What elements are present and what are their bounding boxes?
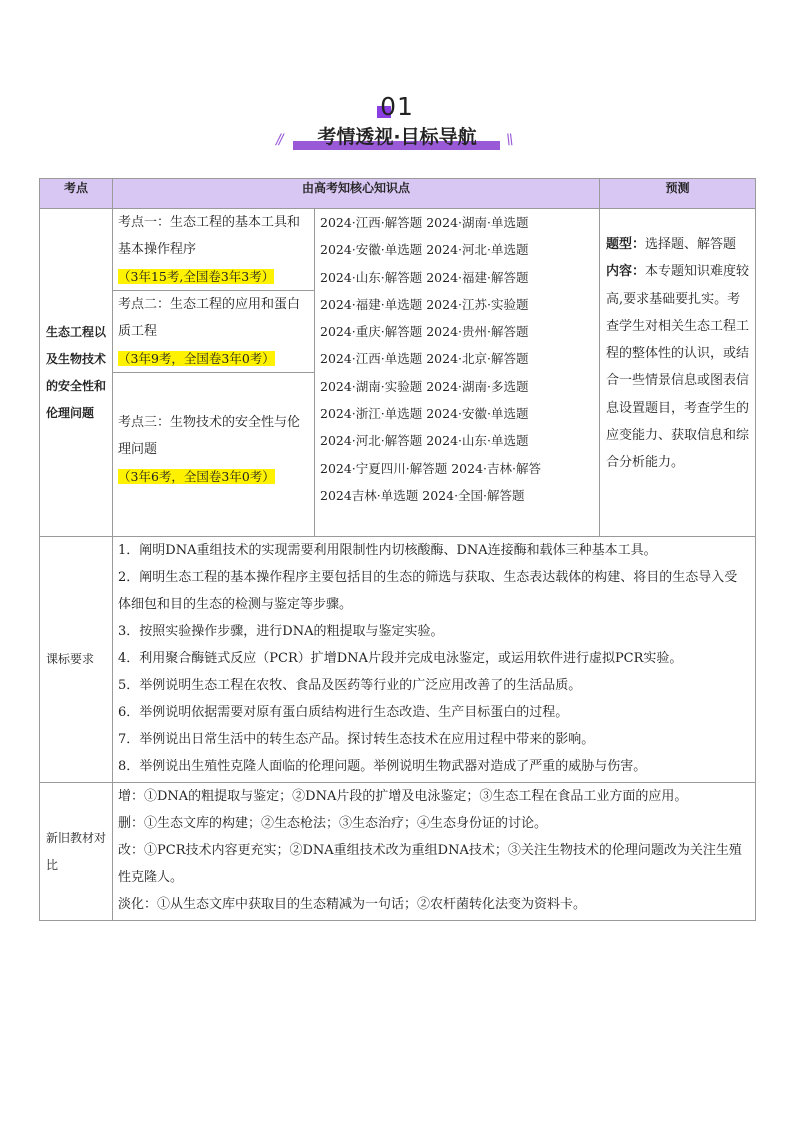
exam-line: 2024·宁夏四川·解答题 2024·吉林·解答 xyxy=(320,460,541,476)
curriculum-requirements xyxy=(113,537,756,783)
left-slash-decoration: // xyxy=(276,132,282,148)
kaodian-stats: （3年6考，全国卷3年0考） xyxy=(118,469,275,484)
comparison-item: 删：①生态文库的构建；②生态枪法；③生态治疗；④生态身份证的讨论。 xyxy=(118,816,548,831)
exam-line: 2024·江西·单选题 2024·北京·解答题 xyxy=(320,351,529,367)
row-label-curriculum xyxy=(40,537,113,783)
kaodian-item xyxy=(113,373,314,536)
section-number-wrap xyxy=(0,92,794,122)
table-row-kaodian xyxy=(40,209,756,537)
prediction-cell xyxy=(600,209,756,537)
prediction-content-label: 内容： xyxy=(606,264,646,280)
comparison-item: 淡化：①从生态文库中获取目的生态精减为一句话；②农杆菌转化法变为资料卡。 xyxy=(118,897,587,912)
prediction-type-value: 选择题、解答题 xyxy=(645,237,737,252)
kaodian-stats: （3年9考，全国卷3年0考） xyxy=(118,351,275,366)
row-label-comparison xyxy=(40,783,113,921)
requirement-item: 1．阐明DNA重组技术的实现需要利用限制性内切核酸酶、DNA连接酶和载体三种基本工具。 xyxy=(118,543,657,558)
exam-line: 2024·江西·解答题 2024·湖南·单选题 xyxy=(320,215,529,230)
row-label-text: 新旧教材对比 xyxy=(46,830,107,872)
kaodian-title: 考点二：生态工程的应用和蛋白质工程 xyxy=(118,297,301,339)
exam-line: 2024·浙江·单选题 2024·安徽·单选题 xyxy=(320,406,529,422)
row-label-topic xyxy=(40,209,113,537)
requirement-item: 5．举例说明生态工程在农牧、食品及医药等行业的广泛应用改善了的生活品质。 xyxy=(118,678,582,693)
kaodian-title: 考点一：生态工程的基本工具和基本操作程序 xyxy=(118,215,301,257)
kaodian-item xyxy=(113,291,314,373)
exam-line: 2024·河北·解答题 2024·山东·单选题 xyxy=(320,433,529,449)
right-slash-decoration: \\ xyxy=(506,132,512,148)
exam-line: 2024·湖南·实验题 2024·湖南·多选题 xyxy=(320,378,529,394)
table-header-row xyxy=(40,179,756,209)
requirement-item: 6．举例说明依据需要对原有蛋白质结构进行生态改造、生产目标蛋白的过程。 xyxy=(118,705,569,720)
kaodian-item xyxy=(113,209,314,291)
comparison-item: 增：①DNA的粗提取与鉴定；②DNA片段的扩增及电泳鉴定；③生态工程在食品工业方面的应用。 xyxy=(118,789,688,804)
exam-overview-table xyxy=(39,178,756,921)
exam-line: 2024吉林·单选题 2024·全国·解答题 xyxy=(320,487,525,503)
exam-line: 2024·重庆·解答题 2024·贵州·解答题 xyxy=(320,324,529,340)
prediction-content-value: 本专题知识难度较高,要求基础要扎实。考查学生对相关生态工程工程的整体性的认识，或结合一些情景信息或图表信息设置题目，考查学生的应变能力、获取信息和综合分析能力。 xyxy=(606,264,750,471)
header-prediction: 预测 xyxy=(600,179,756,209)
requirement-item: 8．举例说出生殖性克隆人面临的伦理问题。举例说明生物武器对造成了严重的威胁与伤害。 xyxy=(118,759,647,774)
requirement-item: 3．按照实验操作步骤，进行DNA的粗提取与鉴定实验。 xyxy=(118,624,444,639)
table-row-curriculum xyxy=(40,537,756,783)
row-label-text: 课标要求 xyxy=(46,652,95,666)
requirement-item: 2．阐明生态工程的基本操作程序主要包括目的生态的筛选与获取、生态表达载体的构建、将目的生态导入受体细包和目的生态的检测与鉴定等步骤。 xyxy=(118,570,738,612)
section-number: 01 xyxy=(380,92,414,121)
requirement-item: 7．举例说出日常生活中的转生态产品。探讨转生态技术在应用过程中带来的影响。 xyxy=(118,732,595,747)
requirement-item: 4．利用聚合酶链式反应（PCR）扩增DNA片段并完成电泳鉴定，或运用软件进行虚拟PCR实验。 xyxy=(118,651,683,666)
prediction-type-label: 题型： xyxy=(606,237,646,252)
kaodian-title: 考点三：生物技术的安全性与伦理问题 xyxy=(118,415,301,457)
exam-list xyxy=(315,209,600,537)
comparison-item: 改：①PCR技术内容更充实；②DNA重组技术改为重组DNA技术；③关注生物技术的伦理问题改为关注生殖性克隆人。 xyxy=(118,843,742,885)
row-label-text: 生态工程以及生物技术的安全性和伦理问题 xyxy=(46,324,107,420)
table-row-comparison xyxy=(40,783,756,921)
exam-line: 2024·安徽·单选题 2024·河北·单选题 xyxy=(320,242,529,258)
kaodian-list xyxy=(113,209,315,537)
kaodian-stats: （3年15考,全国卷3年3考） xyxy=(118,269,275,284)
textbook-comparison xyxy=(113,783,756,921)
header-kaodian: 考点 xyxy=(40,179,113,209)
exam-line: 2024·山东·解答题 2024·福建·解答题 xyxy=(320,269,529,285)
header-knowledge: 由高考知核心知识点 xyxy=(113,179,600,209)
exam-line: 2024·福建·单选题 2024·江苏·实验题 xyxy=(320,296,529,312)
section-title: 考情透视·目标导航 xyxy=(317,126,477,148)
section-header xyxy=(0,92,794,158)
